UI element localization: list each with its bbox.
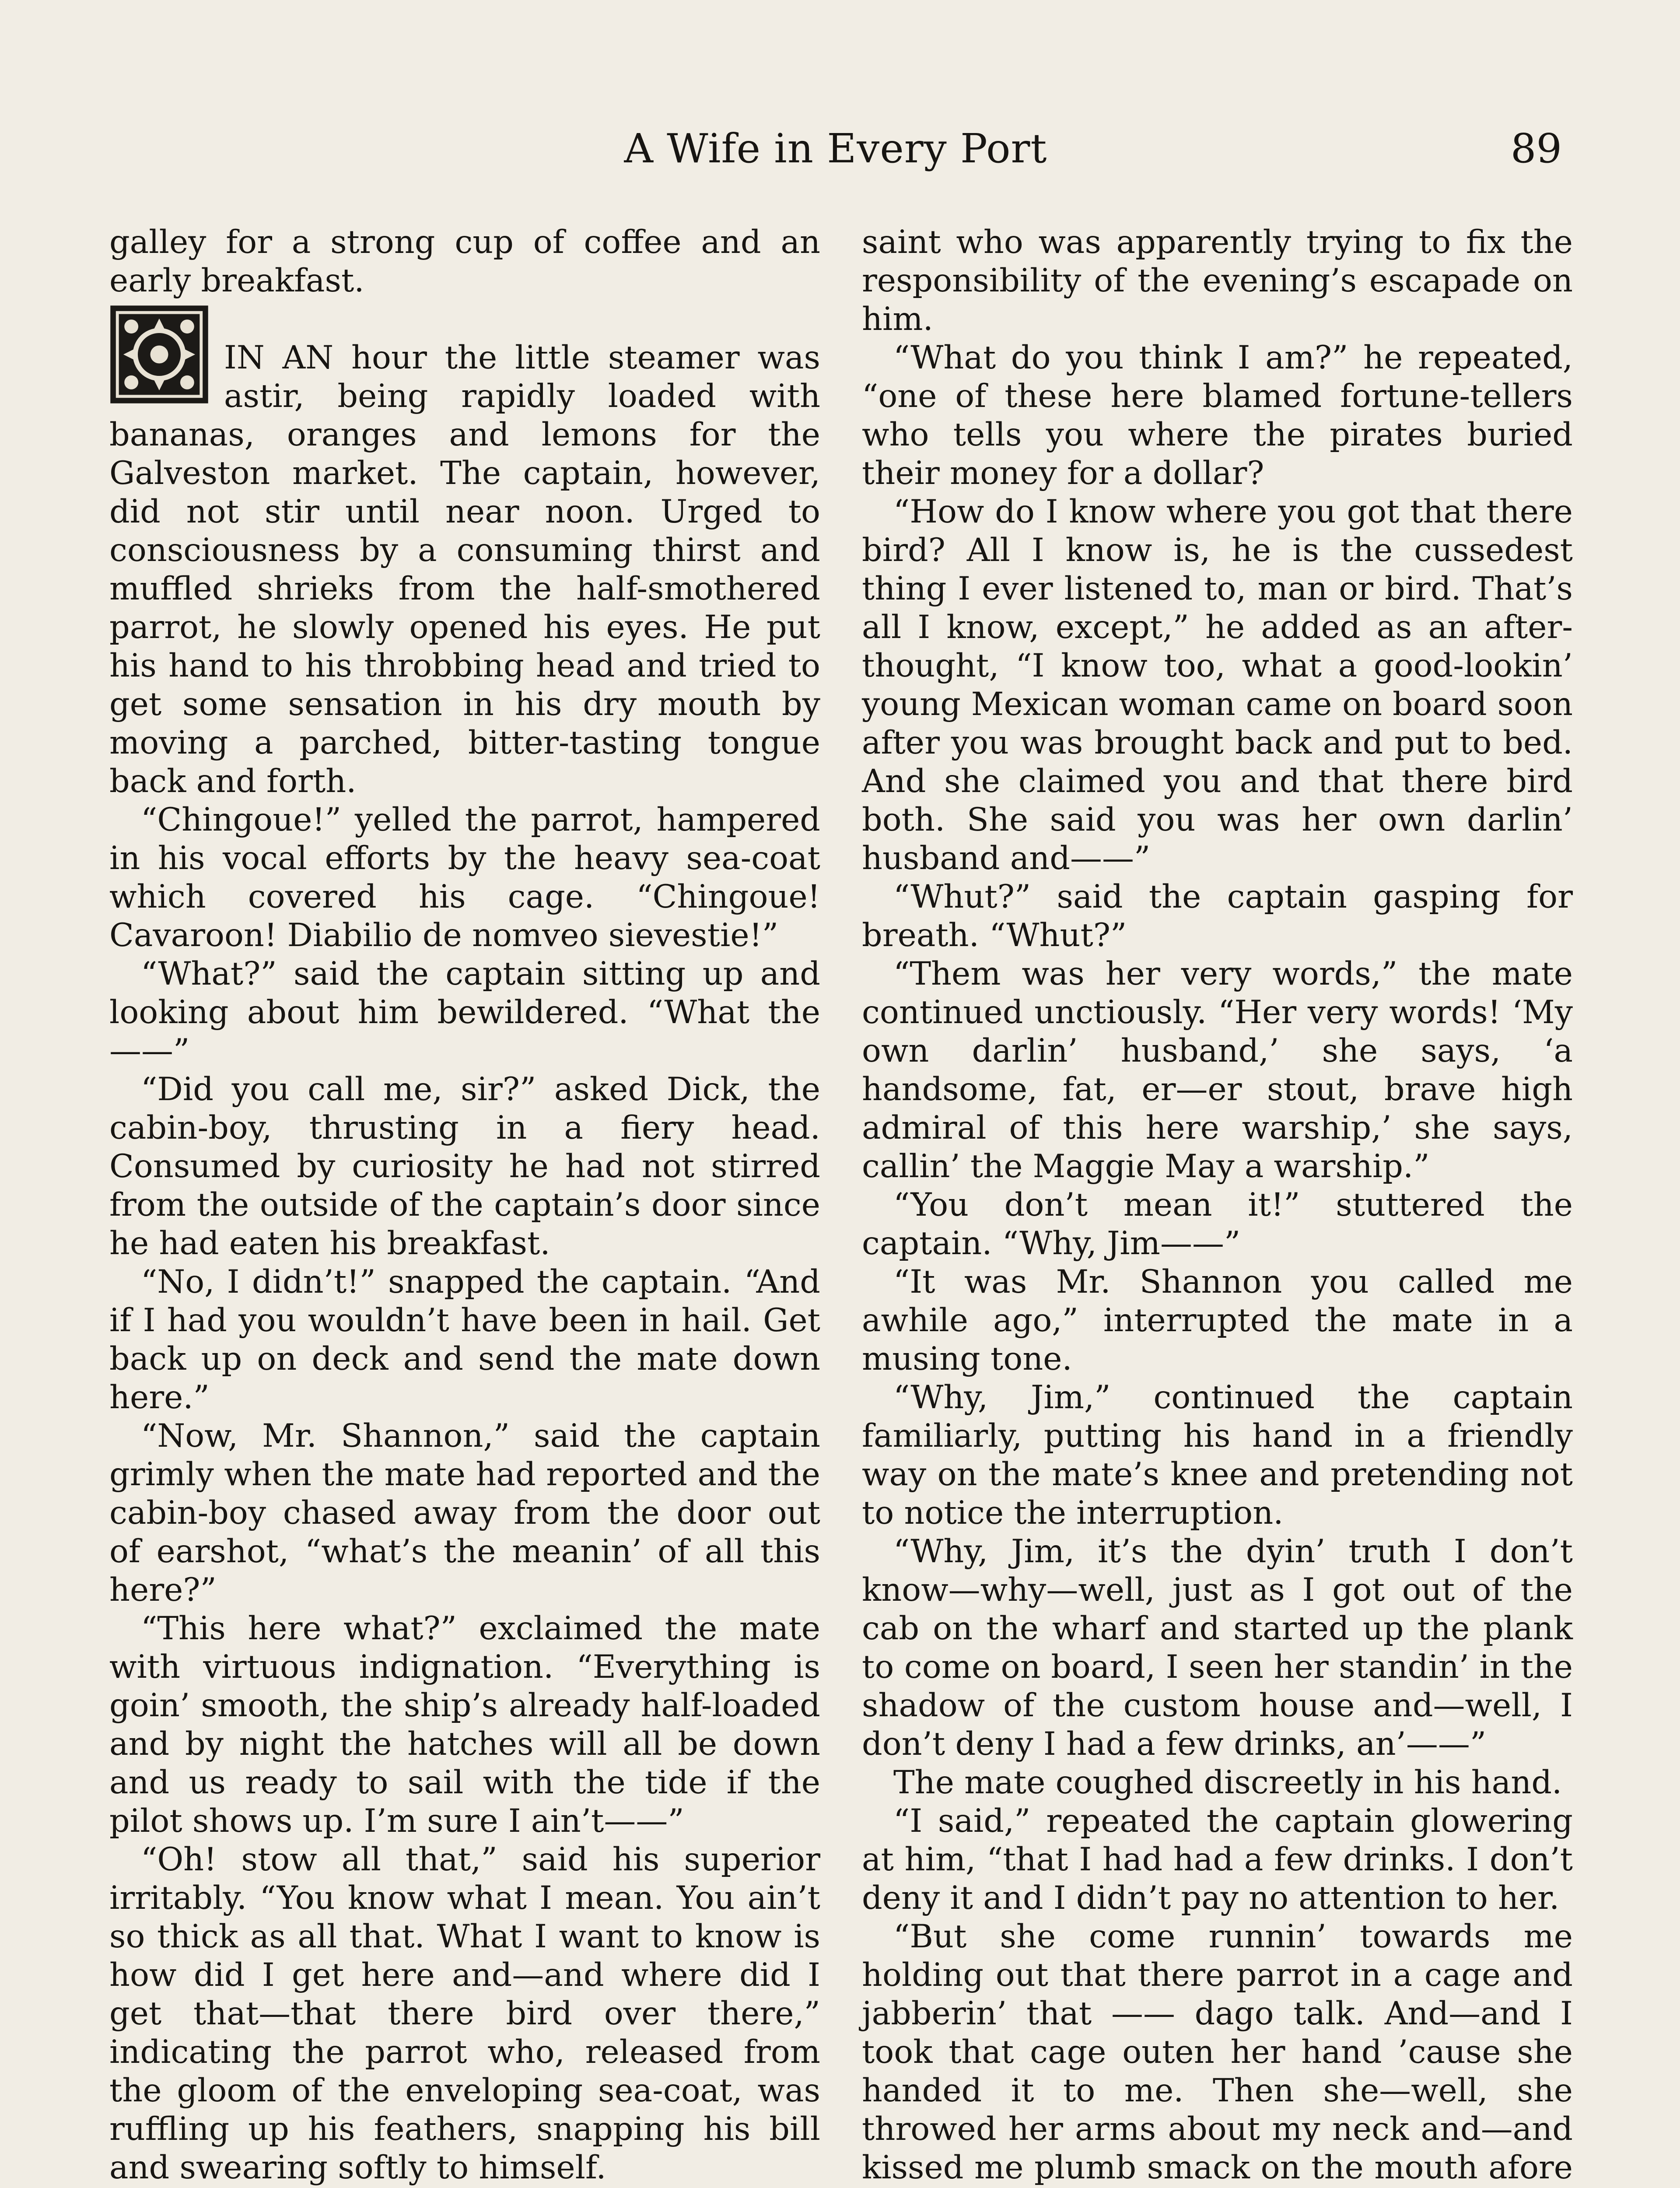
- right-column: [862, 223, 1573, 2188]
- ornament-icon: [109, 305, 209, 404]
- paragraph: “Whut?” said the captain gasping for breath. “Whut?”: [862, 878, 1573, 954]
- paragraph: “But she come runnin’ towards me holding out that there parrot in a cage and jabberin’ that —— dago talk. And—and I took that cage outen her hand ’cause she handed it to me. Then she—well, she throwed her arms about my neck and—and kissed me plumb smack on the mouth afore: [862, 1918, 1573, 2186]
- paragraph: “Why, Jim,” continued the captain familiarly, putting his hand in a friendly way on the mate’s knee and pretending not to notice the interruption.: [862, 1379, 1573, 1532]
- paragraph: “What do you think I am?” he repeated, “one of these here blamed fortune-tellers who tells you where the pirates buried their money for a dollar?: [862, 339, 1573, 492]
- page-number: 89: [1510, 125, 1562, 172]
- paragraph: saint who was apparently trying to fix the responsibility of the evening’s escapade on him.: [862, 224, 1573, 338]
- paragraph: “What?” said the captain sitting up and looking about him bewildered. “What the——”: [109, 955, 820, 1069]
- paragraph: “This here what?” exclaimed the mate with virtuous indignation. “Everything is goin’ smooth, the ship’s already half-loaded and by night the hatches will all be down and us ready to sail with the tide if the pilot shows up. I’m sure I ain’t——”: [109, 1610, 820, 1840]
- paragraph: “I said,” repeated the captain glowering at him, “that I had had a few drinks. I don’t deny it and I didn’t pay no attention to her.: [862, 1802, 1573, 1917]
- paragraph: “Them was her very words,” the mate continued unctiously. “Her very words! ‘My own darlin’ husband,’ she says, ‘a handsome, fat, er—er stout, brave high admiral of this here warship,’ she says, callin’ the Maggie May a warship.”: [862, 955, 1573, 1185]
- paragraph: The mate coughed discreetly in his hand.: [893, 1764, 1562, 1801]
- paragraph: “No, I didn’t!” snapped the captain. “And if I had you wouldn’t have been in hail. Get back up on deck and send the mate down here.”: [109, 1263, 820, 1416]
- left-column: [109, 223, 820, 2188]
- paragraph: “Now, Mr. Shannon,” said the captain grimly when the mate had reported and the cabin-boy chased away from the door out of earshot, “what’s the meanin’ of all this here?”: [109, 1417, 820, 1609]
- paragraph: IN AN hour the little steamer was astir, being rapidly loaded with bananas, oranges and lemons for the Galveston market. The captain, however, did not stir until near noon. Urged to consciousness by a consuming thirst and muffled shrieks from the half-smothered parrot, he slowly opened his eyes. He put his hand to his throbbing head and tried to get some sensation in his dry mouth by moving a parched, bitter-tasting tongue back and forth.: [109, 339, 820, 800]
- paragraph: “Oh! stow all that,” said his superior irritably. “You know what I mean. You ain’t so thick as all that. What I want to know is how did I get here and—and where did I get that—that there bird over there,” indicating the parrot who, released from the gloom of the enveloping sea-coat, was ruffling up his feathers, snapping his bill and swearing softly to himself.: [109, 1841, 820, 2186]
- running-title: A Wife in Every Port: [624, 125, 1047, 172]
- paragraph: “Why, Jim, it’s the dyin’ truth I don’t know—why—well, just as I got out of the cab on the wharf and started up the plank to come on board, I seen her standin’ in the shadow of the custom house and—well, I don’t deny I had a few drinks, an’——”: [862, 1533, 1573, 1763]
- paragraph: “Did you call me, sir?” asked Dick, the cabin-boy, thrusting in a fiery head. Consumed by curiosity he had not stirred from the outside of the captain’s door since he had eaten his breakfast.: [109, 1071, 820, 1262]
- paragraph: “You don’t mean it!” stuttered the captain. “Why, Jim——”: [862, 1186, 1573, 1262]
- paragraph: “It was Mr. Shannon you called me awhile ago,” interrupted the mate in a musing tone.: [862, 1263, 1573, 1378]
- paragraph: galley for a strong cup of coffee and an early breakfast.: [109, 224, 820, 299]
- page-header: [109, 125, 1562, 186]
- paragraph: “How do I know where you got that there bird? All I know is, he is the cussedest thing I ever listened to, man or bird. That’s all I know, except,” he added as an after-thought, “I know too, what a good-lookin’ young Mexican woman came on board soon after you was brought back and put to bed. And she claimed you and that there bird both. She said you was her own darlin’ husband and——”: [862, 493, 1573, 877]
- paragraph: “Chingoue!” yelled the parrot, hampered in his vocal efforts by the heavy sea-coat which covered his cage. “Chingoue! Cavaroon! Diabilio de nomveo sievestie!”: [109, 801, 820, 954]
